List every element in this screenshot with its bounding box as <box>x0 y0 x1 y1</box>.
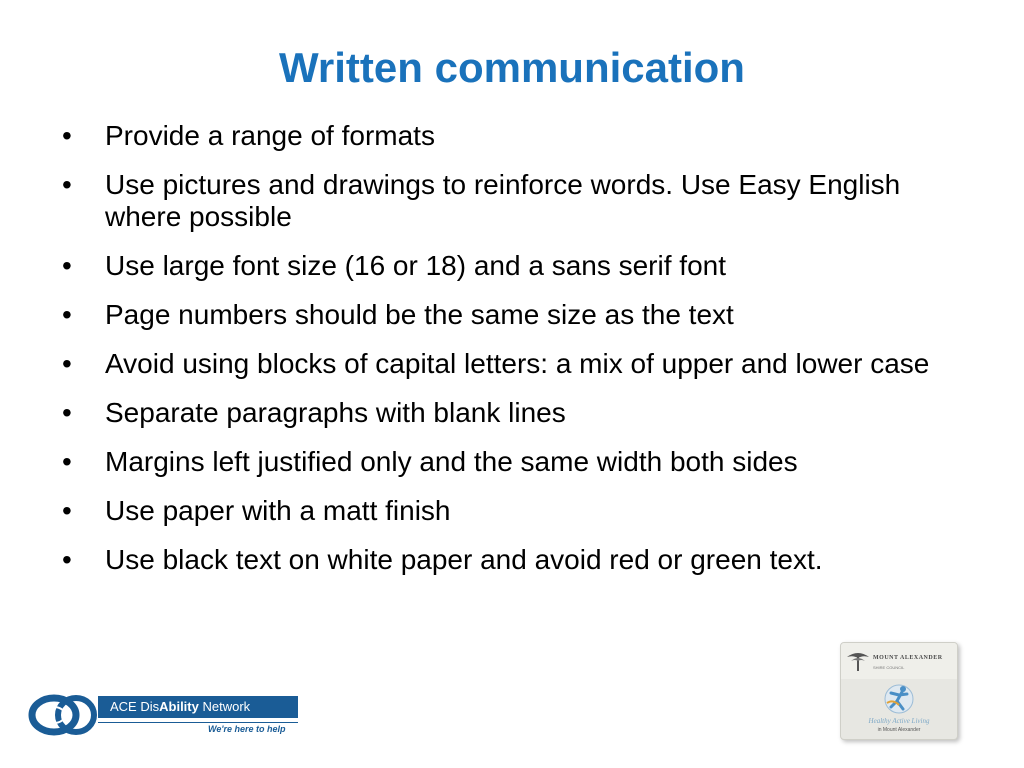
bullet-dot-icon: • <box>62 544 72 575</box>
bullet-dot-icon: • <box>62 348 72 379</box>
bullet-dot-icon: • <box>62 250 72 281</box>
ace-name-bar <box>98 696 298 718</box>
council-badge <box>840 642 958 740</box>
tree-icon <box>845 647 871 673</box>
ace-rings-icon <box>28 688 108 740</box>
bullet-text: Page numbers should be the same size as the text <box>105 299 734 330</box>
bullet-text: Separate paragraphs with blank lines <box>105 397 566 428</box>
bullet-item <box>62 544 982 576</box>
ace-name-prefix: ACE Dis <box>110 699 160 714</box>
bullet-item <box>62 446 982 478</box>
ace-name-bold: Ability <box>159 699 199 714</box>
program-location: in Mount Alexander <box>877 727 921 733</box>
bullet-item <box>62 348 982 380</box>
bullet-text: Use pictures and drawings to reinforce words. Use Easy English where possible <box>105 169 901 232</box>
bullet-text: Use black text on white paper and avoid red or green text. <box>105 544 823 575</box>
ace-divider <box>98 722 298 723</box>
bullet-dot-icon: • <box>62 495 72 526</box>
bullet-dot-icon: • <box>62 120 72 151</box>
bullet-item <box>62 397 982 429</box>
council-name: MOUNT ALEXANDER <box>873 655 943 661</box>
bullet-item <box>62 495 982 527</box>
ace-tagline: We're here to help <box>208 724 286 734</box>
bullet-item <box>62 250 982 282</box>
bullet-text: Margins left justified only and the same width both sides <box>105 446 798 477</box>
program-name: Healthy Active Living <box>868 717 930 725</box>
bullet-text: Use large font size (16 or 18) and a sans serif font <box>105 250 726 281</box>
ace-name-suffix: Network <box>198 699 251 714</box>
bullet-dot-icon: • <box>62 299 72 330</box>
bullet-item <box>62 299 982 331</box>
bullet-text: Use paper with a matt finish <box>105 495 451 526</box>
bullet-item <box>62 169 982 233</box>
bullet-dot-icon: • <box>62 446 72 477</box>
slide-title: Written communication <box>279 44 745 91</box>
bullet-dot-icon: • <box>62 397 72 428</box>
bullet-dot-icon: • <box>62 169 72 200</box>
bullet-text: Provide a range of formats <box>105 120 435 151</box>
council-subtitle: SHIRE COUNCIL <box>873 665 905 670</box>
bullet-item <box>62 120 982 152</box>
active-person-icon <box>879 681 919 717</box>
bullet-list <box>62 120 982 593</box>
ace-disability-network-logo <box>28 688 286 740</box>
bullet-text: Avoid using blocks of capital letters: a mix of upper and lower case <box>105 348 930 379</box>
